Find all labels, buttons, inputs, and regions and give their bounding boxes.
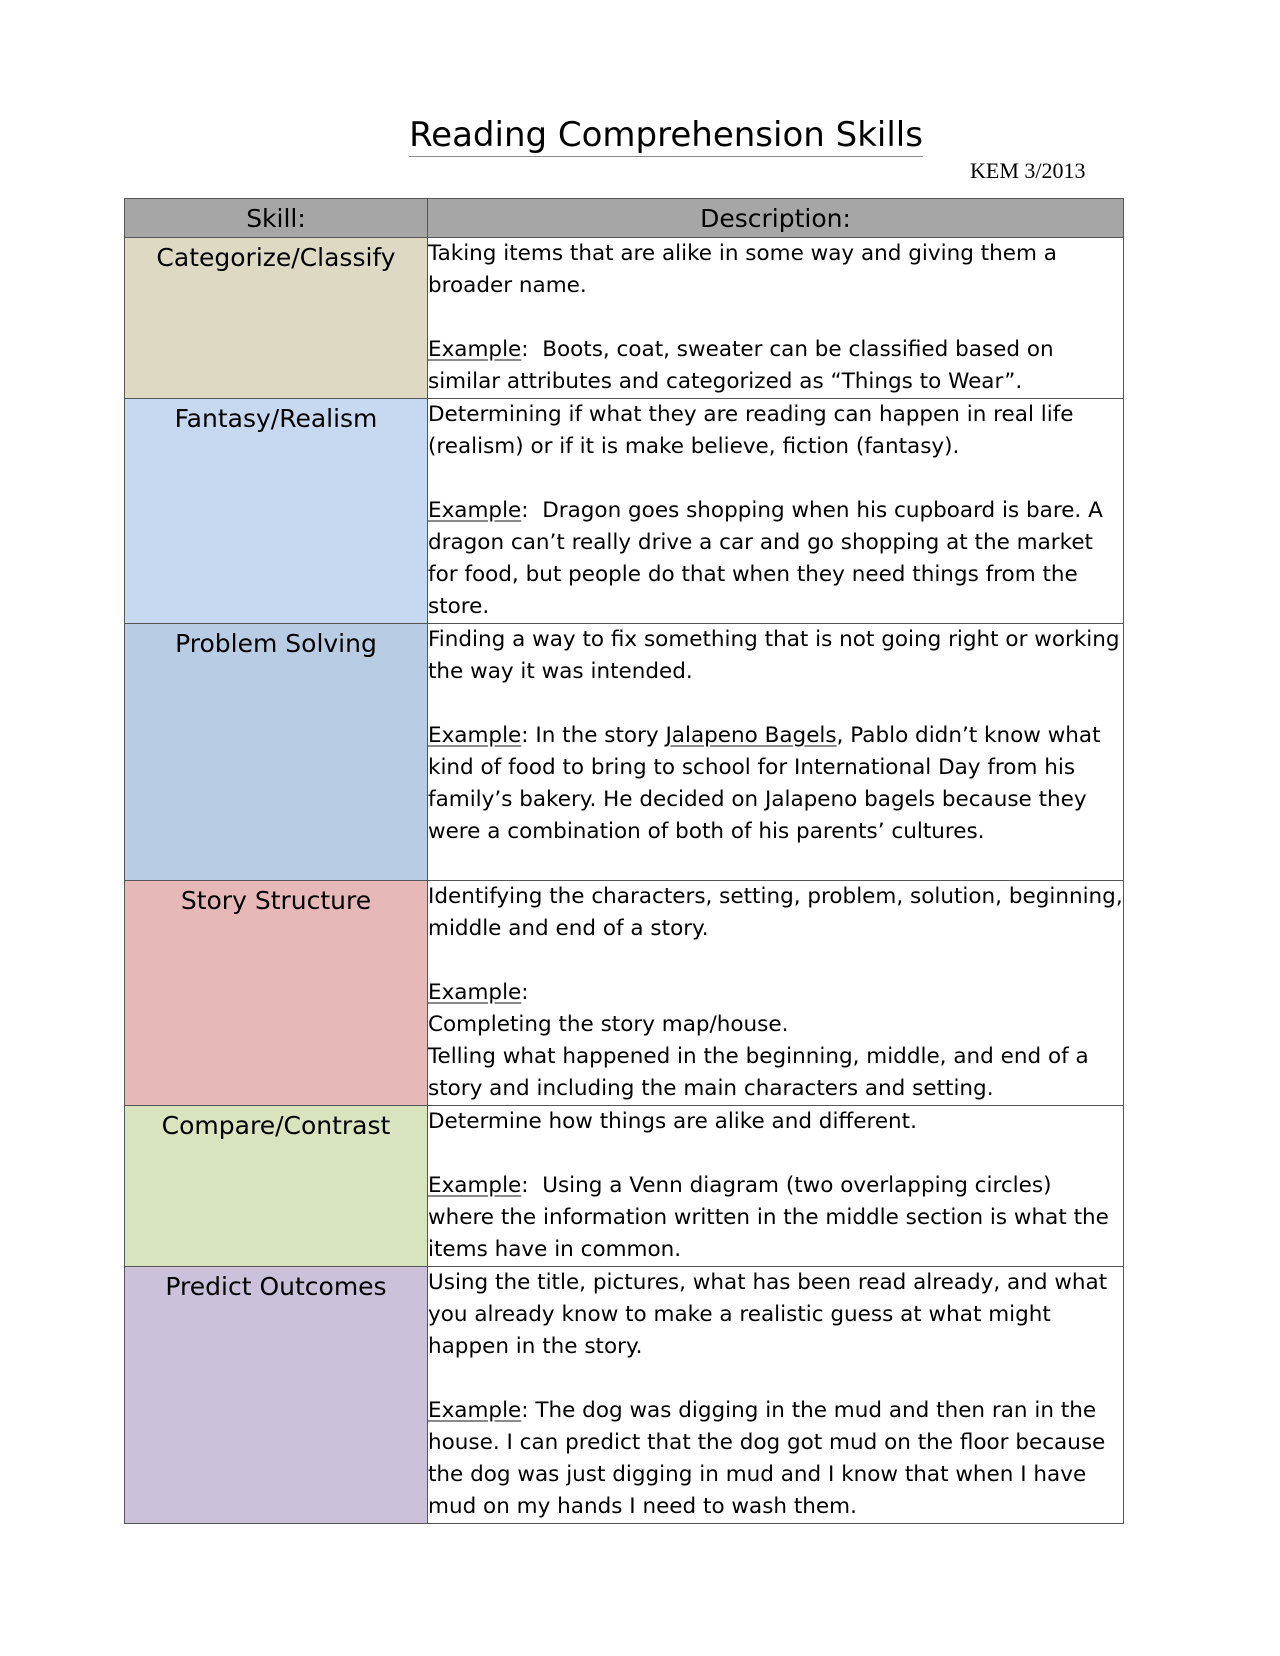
description-cell [428, 624, 1124, 881]
skill-example: Example: Boots, coat, sweater can be classified based on similar attributes and categorized as “Things to Wear”. [428, 337, 1054, 394]
skill-cell [125, 238, 428, 399]
skill-definition: Determining if what they are reading can happen in real life (realism) or if it is make believe, fiction (fantasy). [428, 402, 1074, 459]
example-label: Example [428, 723, 522, 748]
table-row [125, 399, 1124, 624]
skill-cell [125, 624, 428, 881]
author-date: KEM 3/2013 [970, 158, 1086, 183]
skill-example-line: Completing the story map/house. [428, 1012, 789, 1037]
skill-definition: Taking items that are alike in some way and giving them a broader name. [428, 241, 1057, 298]
description-cell [428, 881, 1124, 1106]
table-row [125, 1267, 1124, 1524]
description-cell [428, 399, 1124, 624]
header-row [125, 199, 1124, 238]
skill-example: Example: Dragon goes shopping when his cupboard is bare. A dragon can’t really drive a car and go shopping at the market for food, but people do that when they need things from the store. [428, 498, 1103, 619]
example-label: Example [428, 1398, 522, 1423]
skill-name: Compare/Contrast [161, 1111, 391, 1140]
description-cell [428, 1267, 1124, 1524]
page-title: Reading Comprehension Skills [409, 115, 923, 155]
table-row [125, 881, 1124, 1106]
skill-example: Example: Using a Venn diagram (two overlapping circles) where the information written in the middle section is what the items have in common. [428, 1173, 1109, 1262]
example-label: Example [428, 980, 522, 1005]
skill-cell [125, 881, 428, 1106]
skill-example: Example: The dog was digging in the mud and then ran in the house. I can predict that the dog got mud on the floor because the dog was just digging in mud and I know that when I have mud on my hands I need to wash them. [428, 1398, 1106, 1519]
skill-example-line: Telling what happened in the beginning, middle, and end of a story and including the main characters and setting. [428, 1044, 1089, 1101]
skill-definition: Finding a way to fix something that is not going right or working the way it was intended. [428, 627, 1120, 684]
skill-definition: Determine how things are alike and different. [428, 1109, 917, 1134]
skill-name: Problem Solving [175, 629, 377, 658]
skill-name: Categorize/Classify [156, 243, 396, 272]
description-cell [428, 1106, 1124, 1267]
skill-cell [125, 1267, 428, 1524]
example-label: Example [428, 337, 522, 362]
table-row [125, 624, 1124, 881]
book-title: Jalapeno Bagels [665, 723, 837, 748]
skill-definition: Using the title, pictures, what has been read already, and what you already know to make a realistic guess at what might happen in the story. [428, 1270, 1108, 1359]
example-label: Example [428, 498, 522, 523]
skill-name: Predict Outcomes [165, 1272, 387, 1301]
description-cell [428, 238, 1124, 399]
table-row [125, 238, 1124, 399]
skill-column-header: Skill: [125, 199, 428, 238]
skill-definition: Identifying the characters, setting, problem, solution, beginning, middle and end of a story. [428, 884, 1123, 941]
skills-table [124, 198, 1124, 1524]
example-label: Example [428, 1173, 522, 1198]
skill-cell [125, 399, 428, 624]
table-row [125, 1106, 1124, 1267]
skill-example: Example: In the story Jalapeno Bagels, Pablo didn’t know what kind of food to bring to school for International Day from his family’s bakery. He decided on Jalapeno bagels because they were a combination of both of his parents’ cultures. [428, 723, 1101, 844]
skill-cell [125, 1106, 428, 1267]
skill-example: Example: [428, 980, 529, 1005]
skill-name: Story Structure [180, 886, 372, 915]
description-column-header: Description: [428, 199, 1124, 238]
skill-name: Fantasy/Realism [174, 404, 378, 433]
